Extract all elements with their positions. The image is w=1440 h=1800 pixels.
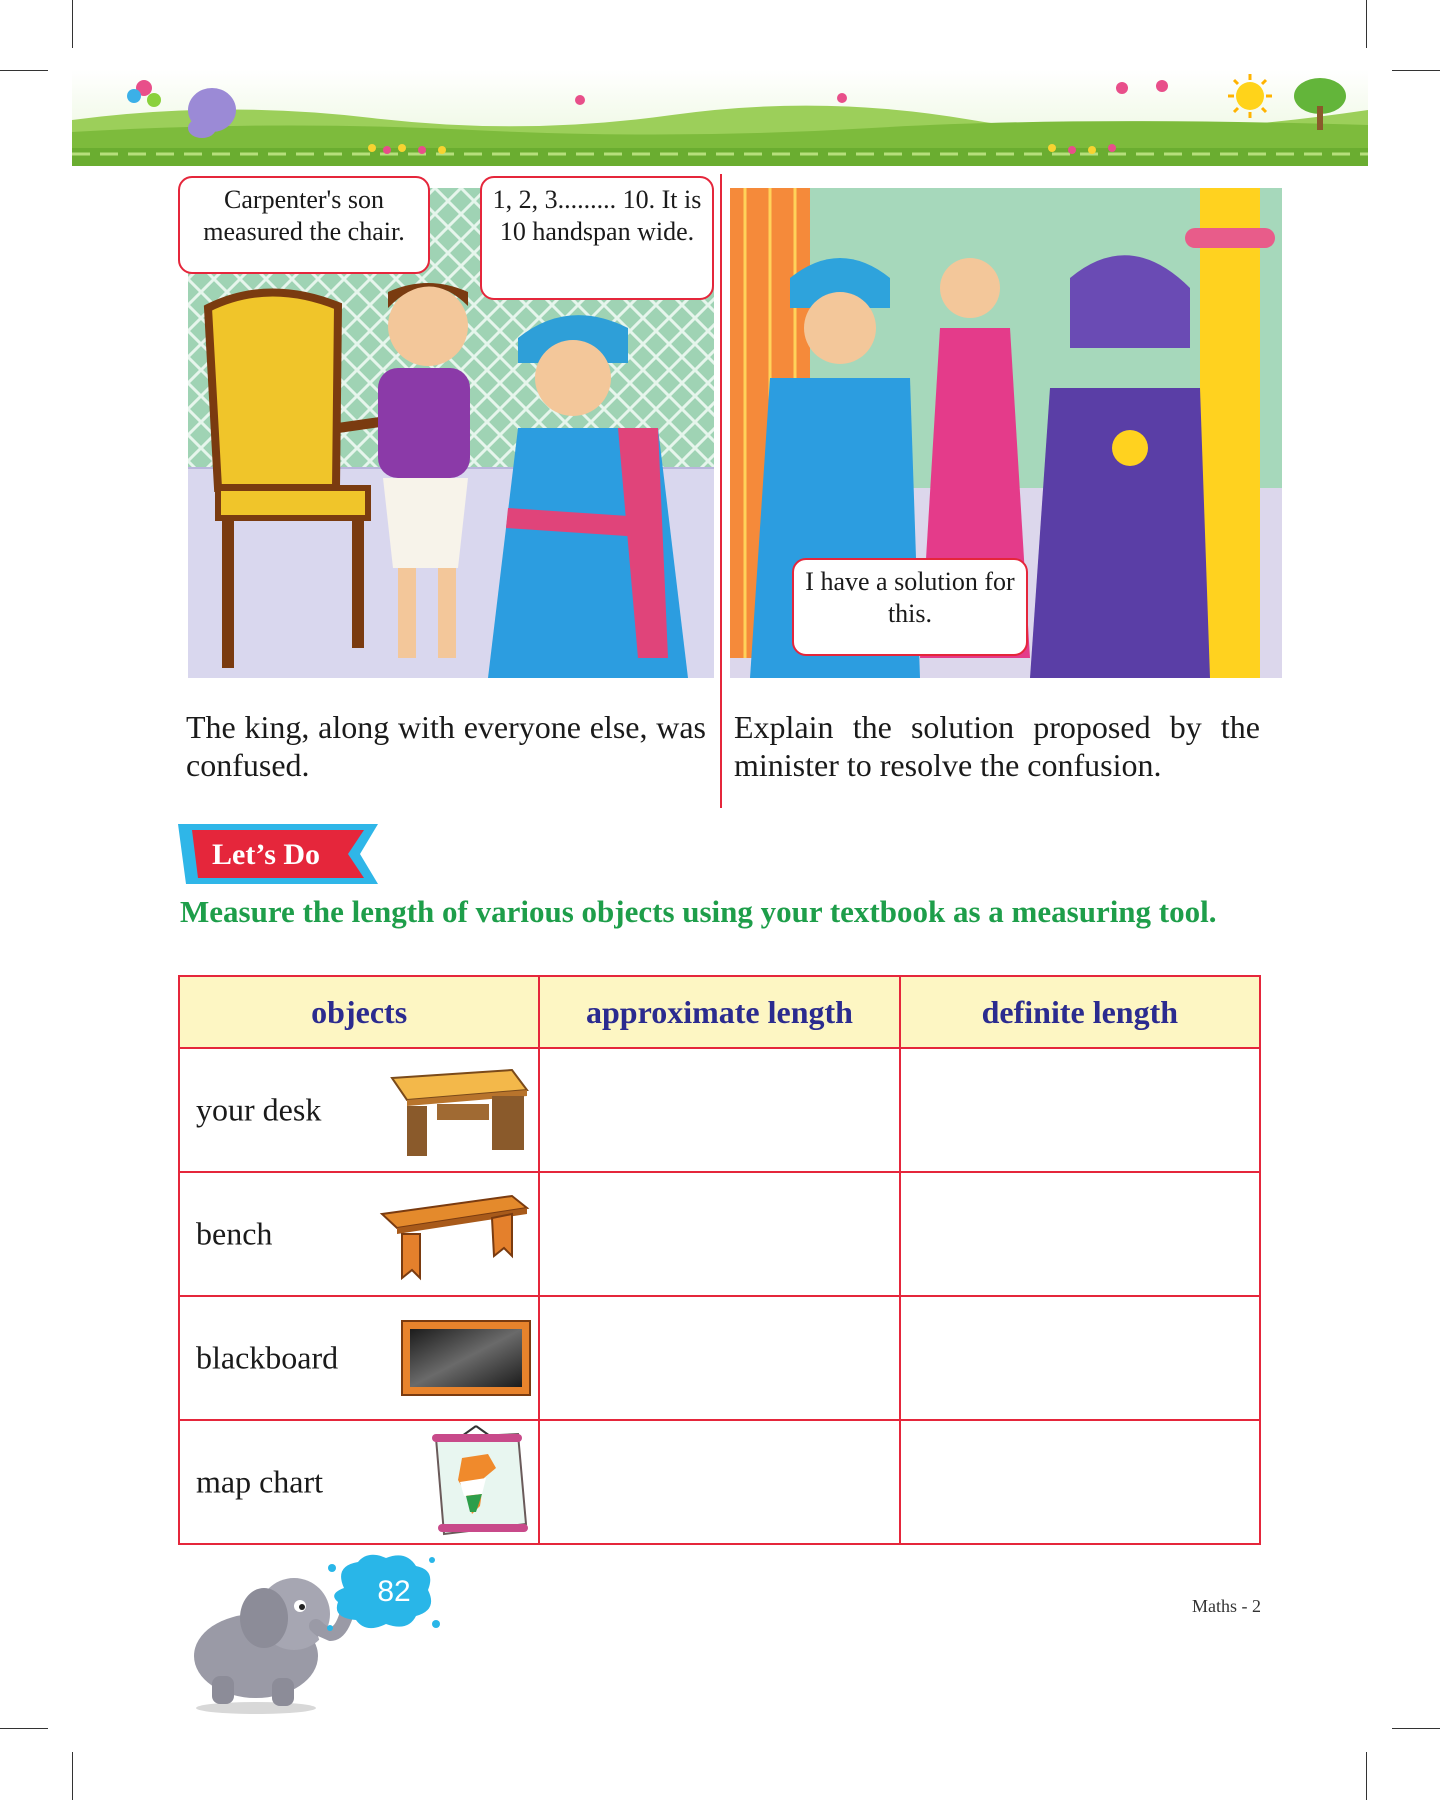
table-header-row (179, 976, 1260, 1048)
crop-mark (1366, 1752, 1367, 1800)
lets-do-label: Let’s Do (212, 838, 321, 871)
panel-divider (720, 174, 722, 808)
object-label: bench (196, 1215, 273, 1252)
header-objects: objects (179, 976, 539, 1048)
header-banner (72, 70, 1368, 166)
map-chart-icon (422, 1424, 532, 1540)
object-label: map chart (196, 1463, 324, 1500)
definite-length-cell[interactable] (900, 1048, 1260, 1172)
crop-mark (0, 70, 48, 71)
caption-right: Explain the solution proposed by the minister to resolve the confusion. (734, 709, 1260, 783)
crop-mark (1392, 70, 1440, 71)
approximate-length-cell[interactable] (539, 1420, 899, 1544)
crop-mark (1366, 0, 1367, 48)
definite-length-cell[interactable] (900, 1172, 1260, 1296)
table-row (179, 1420, 1260, 1544)
speech-bubble-counting: 1, 2, 3......... 10. It is 10 handspan wide. (480, 176, 714, 300)
crop-mark (0, 1728, 48, 1729)
crop-mark (1392, 1728, 1440, 1729)
blackboard-icon (400, 1319, 532, 1397)
desk-icon (382, 1060, 532, 1160)
table-row (179, 1048, 1260, 1172)
object-cell (179, 1296, 539, 1420)
approximate-length-cell[interactable] (539, 1296, 899, 1420)
instruction-text: Measure the length of various objects using your textbook as a measuring tool. (180, 894, 1217, 929)
header-definite-length: definite length (900, 976, 1260, 1048)
definite-length-cell[interactable] (900, 1296, 1260, 1420)
approximate-length-cell[interactable] (539, 1048, 899, 1172)
object-cell (179, 1172, 539, 1296)
object-label: blackboard (196, 1339, 339, 1376)
caption-left: The king, along with everyone else, was confused. (186, 709, 706, 783)
object-label: your desk (196, 1091, 322, 1128)
speech-bubble-solution: I have a solution for this. (792, 558, 1028, 656)
definite-length-cell[interactable] (900, 1420, 1260, 1544)
header-approximate-length: approximate length (539, 976, 899, 1048)
book-label: Maths - 2 (1192, 1596, 1261, 1616)
speech-bubble-carpenter-son: Carpenter's son measured the chair. (178, 176, 430, 274)
table-row (179, 1296, 1260, 1420)
measurement-table (178, 975, 1261, 1545)
object-cell (179, 1420, 539, 1544)
approximate-length-cell[interactable] (539, 1172, 899, 1296)
page-number: 82 (377, 1575, 411, 1608)
object-cell (179, 1048, 539, 1172)
bench-icon (372, 1184, 532, 1284)
table-row (179, 1172, 1260, 1296)
crop-mark (72, 1752, 73, 1800)
crop-mark (72, 0, 73, 48)
